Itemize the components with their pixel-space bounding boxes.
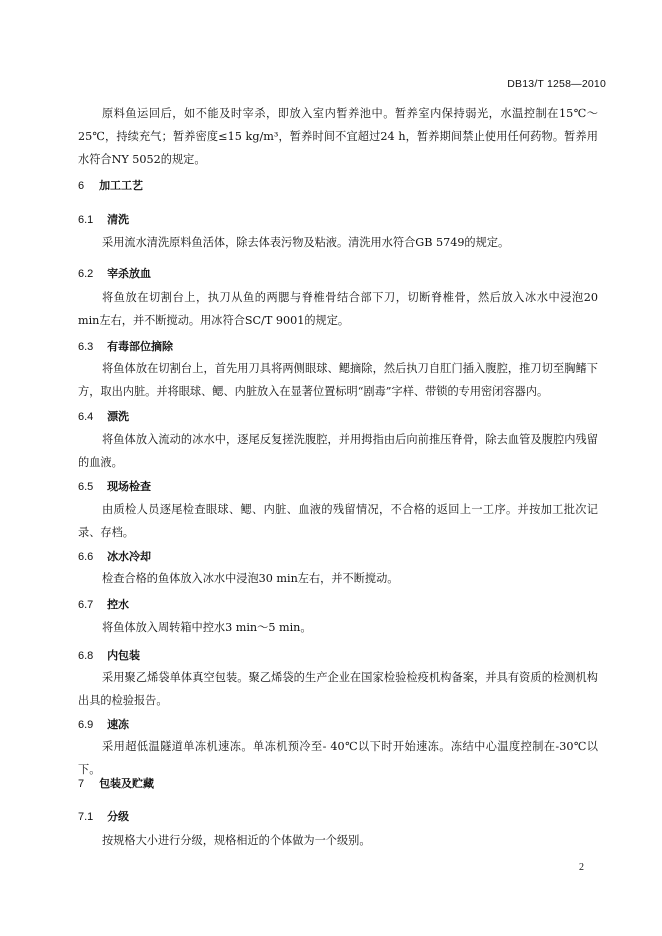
subsection-number: 7.1	[78, 811, 94, 823]
subsection-6-3-heading	[78, 338, 173, 354]
page-number: 2	[579, 862, 584, 873]
subsection-number: 6.8	[78, 650, 94, 662]
subsection-title: 现场检查	[107, 481, 152, 493]
subsection-6-7-text: 将鱼体放入周转箱中控水3 min～5 min。	[102, 621, 312, 634]
section-6-heading	[78, 177, 143, 193]
subsection-number: 6.2	[78, 268, 94, 280]
standard-code: DB13/T 1258—2010	[507, 78, 606, 90]
subsection-6-7-heading	[78, 596, 129, 612]
subsection-title: 漂洗	[107, 411, 130, 423]
section-title: 加工工艺	[99, 180, 144, 192]
section-number: 7	[78, 778, 85, 790]
subsection-number: 6.9	[78, 719, 94, 731]
subsection-6-2-heading	[78, 265, 151, 281]
subsection-6-8-heading	[78, 647, 140, 663]
subsection-6-6-heading	[78, 548, 151, 564]
subsection-6-9-text: 采用超低温隧道单冻机速冻。单冻机预冷至- 40℃以下时开始速冻。冻结中心温度控制在-30℃以下。	[78, 740, 598, 776]
subsection-6-9-heading	[78, 716, 129, 732]
section-title: 包装及贮藏	[99, 778, 155, 790]
subsection-title: 内包装	[107, 650, 141, 662]
subsection-7-1-heading	[78, 808, 129, 824]
section-number: 6	[78, 180, 85, 192]
subsection-title: 分级	[107, 811, 130, 823]
subsection-number: 6.5	[78, 481, 94, 493]
subsection-title: 控水	[107, 599, 130, 611]
subsection-6-4-heading	[78, 408, 129, 424]
subsection-6-8-text: 采用聚乙烯袋单体真空包装。聚乙烯袋的生产企业在国家检验检疫机构备案，并具有资质的检测机构出具的检验报告。	[78, 671, 598, 707]
subsection-number: 6.1	[78, 214, 94, 226]
subsection-title: 宰杀放血	[107, 268, 152, 280]
subsection-6-1-text: 采用流水清洗原料鱼活体，除去体表污物及粘液。清洗用水符合GB 5749的规定。	[102, 236, 510, 249]
subsection-6-5-heading	[78, 478, 151, 494]
subsection-6-5-text: 由质检人员逐尾检查眼球、鳃、内脏、血液的残留情况，不合格的返回上一工序。并按加工批次记录、存档。	[78, 503, 598, 539]
subsection-6-6-text: 检查合格的鱼体放入冰水中浸泡30 min左右，并不断搅动。	[102, 572, 399, 585]
subsection-number: 6.4	[78, 411, 94, 423]
subsection-title: 清洗	[107, 214, 130, 226]
subsection-6-1-heading	[78, 211, 129, 227]
subsection-6-3-text: 将鱼体放在切割台上，首先用刀具将两侧眼球、鳃摘除，然后执刀自肛门插入腹腔，推刀切至胸鳍下方，取出内脏。并将眼球、鳃、内脏放入在显著位置标明“剧毒”字样、带锁的专用密闭容器内。	[78, 362, 598, 398]
subsection-title: 有毒部位摘除	[107, 341, 174, 353]
section-7-heading	[78, 775, 154, 791]
subsection-6-2-text: 将鱼放在切割台上，执刀从鱼的两腮与脊椎骨结合部下刀，切断脊椎骨，然后放入冰水中浸泡20 min左右，并不断搅动。用冰符合SC/T 9001的规定。	[78, 291, 598, 327]
subsection-7-1-text: 按规格大小进行分级，规格相近的个体做为一个级别。	[102, 834, 371, 847]
intro-paragraph: 原料鱼运回后，如不能及时宰杀，即放入室内暂养池中。暂养室内保持弱光，水温控制在15℃～25℃，持续充气；暂养密度≤15 kg/m³，暂养时间不宜超过24 h，暂养期间禁止使用任何药物。暂养用水符合NY 5052的规定。	[78, 107, 598, 166]
subsection-title: 冰水冷却	[107, 551, 152, 563]
subsection-6-4-text: 将鱼体放入流动的冰水中，逐尾反复搓洗腹腔，并用拇指由后向前推压脊骨，除去血管及腹腔内残留的血液。	[78, 433, 598, 469]
subsection-title: 速冻	[107, 719, 130, 731]
subsection-number: 6.6	[78, 551, 94, 563]
subsection-number: 6.7	[78, 599, 94, 611]
subsection-number: 6.3	[78, 341, 94, 353]
